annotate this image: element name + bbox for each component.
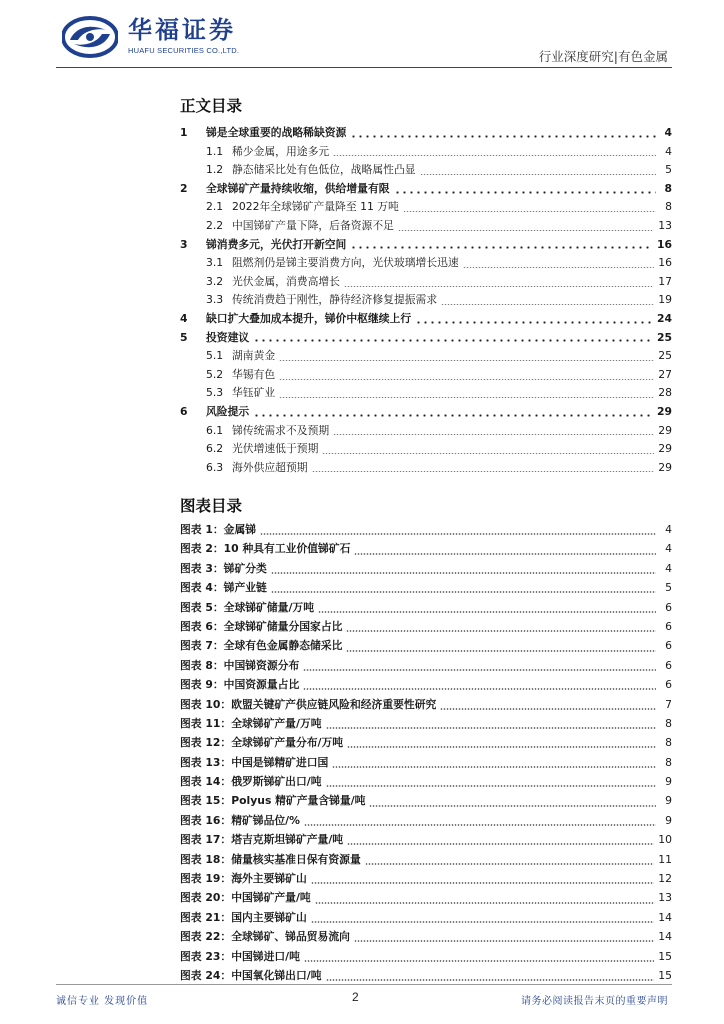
figure-entry-title: 全球有色金属静态储采比 (223, 639, 343, 653)
dot-leader (279, 360, 654, 361)
list-of-figures (180, 520, 672, 985)
figure-entry-page: 6 (665, 678, 672, 692)
figure-entry[interactable] (180, 656, 672, 675)
toc-entry-page: 25 (656, 330, 672, 344)
figure-entry[interactable] (180, 753, 672, 772)
figure-entry-page: 6 (665, 600, 672, 614)
dot-leader (311, 882, 654, 884)
figure-entry[interactable] (180, 520, 672, 539)
toc-entry[interactable] (180, 198, 672, 217)
toc-entry-page: 4 (664, 126, 672, 139)
toc-entry[interactable] (180, 180, 672, 199)
dot-leader (346, 630, 656, 632)
toc-entry-number: 3 (180, 237, 188, 251)
toc-entry-number: 2.1 (206, 200, 224, 214)
dot-leader (463, 267, 655, 268)
figure-entry-page: 13 (658, 891, 672, 905)
dot-leader (312, 471, 655, 472)
company-name-cn: 华福证券 (128, 15, 236, 44)
figure-entry[interactable] (180, 675, 672, 694)
figure-entry-title: Polyus 精矿产量含锑量/吨 (231, 794, 366, 808)
toc-entry-page: 8 (665, 200, 672, 214)
toc-entry-title: 锑消费多元，光伏打开新空间 (206, 237, 347, 251)
dot-leader (347, 843, 654, 845)
figure-entry-page: 6 (665, 658, 672, 672)
toc-entry[interactable] (180, 329, 672, 348)
figure-entry[interactable] (180, 811, 672, 830)
dot-leader (318, 611, 656, 613)
figure-entry-page: 14 (658, 930, 672, 944)
toc-entry[interactable] (180, 273, 672, 292)
figure-entry-label: 图表 10： (180, 697, 232, 711)
toc-entry[interactable] (180, 384, 672, 403)
figure-entry-title: 10 种具有工业价值锑矿石 (223, 542, 351, 556)
dot-leader (346, 650, 656, 652)
figure-entry-label: 图表 4： (180, 581, 224, 595)
toc-entry-number: 5.1 (206, 349, 224, 363)
figure-entry-page: 7 (665, 697, 672, 711)
dot-leader (279, 397, 654, 398)
toc-entry-number: 3.2 (206, 274, 224, 288)
figure-entry-title: 中国锑进口/吨 (231, 949, 300, 963)
figure-entry-title: 金属锑 (223, 523, 257, 536)
dot-leader (403, 211, 656, 212)
figure-entry-page: 5 (665, 581, 672, 595)
toc-entry-number: 1 (180, 126, 188, 139)
figure-entry-page: 4 (665, 561, 672, 575)
toc-entry[interactable] (180, 124, 672, 143)
figure-entry-page: 15 (658, 949, 672, 963)
toc-entry-title: 锑传统需求不及预期 (232, 423, 330, 437)
toc-entry-number: 1.2 (206, 163, 224, 177)
footer-slogan: 诚信专业 发现价值 (56, 996, 149, 1007)
toc-entry[interactable] (180, 236, 672, 255)
toc-entry-number: 1.1 (206, 144, 224, 158)
toc-entry-number: 6.1 (206, 423, 224, 437)
toc-entry[interactable] (180, 291, 672, 310)
figure-entry-label: 图表 9： (180, 678, 224, 692)
figures-title: 图表目录 (180, 497, 243, 515)
figure-entry-label: 图表 17： (180, 833, 232, 847)
page-header (0, 0, 724, 75)
toc-entry-title: 锑是全球重要的战略稀缺资源 (206, 126, 347, 139)
figure-entry-page: 8 (665, 736, 672, 750)
dot-leader (344, 286, 654, 287)
dot-leader (332, 766, 656, 768)
figure-entry[interactable] (180, 559, 672, 578)
figure-entry-title: 储量核实基准日保有资源量 (231, 852, 361, 866)
figure-entry-page: 4 (665, 523, 672, 536)
figure-entry-page: 9 (665, 775, 672, 789)
toc-entry-title: 华钰矿业 (232, 386, 276, 400)
figure-entry-title: 全球锑矿储量分国家占比 (223, 619, 343, 633)
figure-entry-label: 图表 11： (180, 716, 232, 730)
figure-entry[interactable] (180, 927, 672, 946)
figure-entry-title: 俄罗斯锑矿出口/吨 (231, 775, 322, 789)
figure-entry-label: 图表 3： (180, 561, 224, 575)
toc-entry-number: 2 (180, 181, 188, 195)
dot-leader (304, 824, 656, 826)
figure-entry-label: 图表 16： (180, 813, 232, 827)
figure-entry-label: 图表 7： (180, 639, 224, 653)
figure-entry-title: 中国资源量占比 (223, 678, 300, 692)
figure-entry-page: 9 (665, 813, 672, 827)
dot-leader (271, 572, 656, 574)
figure-entry-page: 4 (665, 542, 672, 556)
huafu-logo-icon (62, 16, 118, 58)
header-divider (56, 67, 672, 68)
figure-entry-title: 全球锑矿产量分布/万吨 (231, 736, 344, 750)
dot-leader (253, 339, 653, 342)
toc-entry-title: 光伏金属，消费高增长 (232, 274, 340, 288)
toc-entry-page: 29 (658, 423, 672, 437)
figure-entry-page: 10 (658, 833, 672, 847)
dot-leader (369, 805, 656, 807)
dot-leader (354, 940, 654, 942)
toc-entry-number: 6 (180, 404, 188, 418)
toc-entry-page: 28 (658, 386, 672, 400)
figure-entry-title: 欧盟关键矿产供应链风险和经济重要性研究 (231, 697, 437, 711)
figure-entry-title: 中国锑矿产量/吨 (231, 891, 311, 905)
toc-entry[interactable] (180, 403, 672, 422)
toc-entry-number: 4 (180, 311, 188, 325)
figure-entry-label: 图表 20： (180, 891, 232, 905)
toc-entry-page: 27 (658, 367, 672, 381)
figure-entry[interactable] (180, 539, 672, 558)
figure-entry[interactable] (180, 869, 672, 888)
toc-entry-title: 风险提示 (206, 404, 250, 418)
figure-entry-page: 8 (665, 716, 672, 730)
figure-entry-label: 图表 12： (180, 736, 232, 750)
footer-divider (56, 984, 672, 985)
figure-entry-page: 14 (658, 910, 672, 924)
toc-entry-title: 全球锑矿产量持续收缩，供给增量有限 (206, 181, 390, 195)
figure-entry[interactable] (180, 733, 672, 752)
dot-leader (441, 304, 654, 305)
figure-entry[interactable] (180, 850, 672, 869)
toc-entry-number: 3.3 (206, 293, 224, 307)
figure-entry[interactable] (180, 636, 672, 655)
toc-entry-page: 29 (656, 404, 672, 418)
figure-entry-label: 图表 19： (180, 872, 232, 886)
figure-entry-label: 图表 1： (180, 523, 224, 536)
toc-entry-title: 静态储采比处有色低位，战略属性凸显 (232, 163, 416, 177)
figure-entry-title: 全球锑矿、锑品贸易流向 (231, 930, 350, 944)
dot-leader (253, 414, 653, 417)
dot-leader (279, 379, 654, 380)
dot-leader (311, 921, 654, 923)
toc-entry[interactable] (180, 459, 672, 478)
figure-entry[interactable] (180, 791, 672, 810)
dot-leader (303, 688, 656, 690)
figure-entry[interactable] (180, 966, 672, 985)
toc-entry[interactable] (180, 422, 672, 441)
figure-entry-label: 图表 21： (180, 910, 232, 924)
dot-leader (347, 746, 656, 748)
figure-entry[interactable] (180, 908, 672, 927)
dot-leader (354, 553, 656, 555)
toc-entry-title: 湖南黄金 (232, 349, 276, 363)
dot-leader (350, 135, 656, 138)
dot-leader (315, 902, 655, 904)
dot-leader (260, 533, 656, 535)
toc-entry-page: 17 (658, 274, 672, 288)
page-number: 2 (352, 990, 359, 1004)
figure-entry-title: 塔吉克斯坦锑矿产量/吨 (231, 833, 344, 847)
toc-entry-page: 4 (665, 144, 672, 158)
toc-entry-title: 华锡有色 (232, 367, 276, 381)
toc-entry[interactable] (180, 347, 672, 366)
figure-entry[interactable] (180, 578, 672, 597)
figure-entry[interactable] (180, 772, 672, 791)
toc-entry-page: 16 (656, 237, 672, 251)
figure-entry-page: 8 (665, 755, 672, 769)
toc-entry-title: 阻燃剂仍是锑主要消费方向，光伏玻璃增长迅速 (232, 256, 459, 270)
company-name-en: HUAFU SECURITIES CO.,LTD. (128, 46, 240, 55)
toc-entry-page: 16 (658, 256, 672, 270)
toc-entry-number: 3.1 (206, 256, 224, 270)
figure-entry-title: 中国是锑精矿进口国 (231, 755, 329, 769)
toc-entry-number: 6.3 (206, 460, 224, 474)
figure-entry-label: 图表 15： (180, 794, 232, 808)
toc-entry-number: 5.3 (206, 386, 224, 400)
figure-entry-title: 中国氧化锑出口/吨 (231, 968, 322, 982)
toc-entry-number: 5 (180, 330, 188, 344)
dot-leader (333, 155, 656, 156)
toc-entry-page: 29 (658, 442, 672, 456)
figure-entry[interactable] (180, 714, 672, 733)
toc-entry[interactable] (180, 161, 672, 180)
figure-entry[interactable] (180, 888, 672, 907)
figure-entry-label: 图表 2： (180, 542, 224, 556)
figure-entry-title: 中国锑资源分布 (223, 658, 300, 672)
dot-leader (271, 591, 656, 593)
dot-leader (303, 669, 656, 671)
figure-entry-title: 海外主要锑矿山 (231, 872, 307, 886)
dot-leader (322, 453, 654, 454)
toc-entry-page: 5 (665, 163, 672, 177)
toc-entry-number: 2.2 (206, 218, 224, 232)
figure-entry-page: 12 (658, 872, 672, 886)
toc-entry[interactable] (180, 440, 672, 459)
dot-leader (440, 708, 656, 710)
toc-entry-page: 13 (658, 218, 672, 232)
toc-entry-title: 稀少金属，用途多元 (232, 144, 330, 158)
figure-entry[interactable] (180, 695, 672, 714)
toc-entry[interactable] (180, 217, 672, 236)
figure-entry-title: 锑矿分类 (223, 561, 267, 575)
figure-entry[interactable] (180, 598, 672, 617)
figure-entry-label: 图表 6： (180, 619, 224, 633)
figure-entry[interactable] (180, 830, 672, 849)
dot-leader (420, 174, 656, 175)
dot-leader (398, 230, 654, 231)
figure-entry-page: 6 (665, 619, 672, 633)
figure-entry-label: 图表 24： (180, 968, 232, 982)
toc-entry-page: 24 (656, 311, 672, 325)
figure-entry-label: 图表 5： (180, 600, 224, 614)
toc-entry-page: 25 (658, 349, 672, 363)
toc-entry-title: 传统消费趋于刚性，静待经济修复提振需求 (232, 293, 438, 307)
dot-leader (333, 434, 654, 435)
toc-entry[interactable] (180, 366, 672, 385)
figure-entry-page: 6 (665, 639, 672, 653)
figure-entry-title: 全球锑矿储量/万吨 (223, 600, 314, 614)
dot-leader (326, 979, 655, 981)
table-of-contents (180, 124, 672, 477)
dot-leader (304, 960, 654, 962)
figure-entry[interactable] (180, 947, 672, 966)
toc-entry-page: 19 (658, 293, 672, 307)
toc-entry-title: 缺口扩大叠加成本提升，锑价中枢继续上行 (206, 311, 412, 325)
footer-disclaimer: 请务必阅读报告末页的重要声明 (521, 996, 668, 1007)
dot-leader (326, 727, 656, 729)
figure-entry-title: 精矿锑品位/% (231, 813, 300, 827)
toc-entry-title: 2022年全球锑矿产量降至 11 万吨 (232, 200, 399, 214)
toc-entry-title: 中国锑矿产量下降，后备资源不足 (232, 218, 394, 232)
dot-leader (394, 191, 656, 194)
toc-title: 正文目录 (180, 97, 243, 115)
figure-entry-label: 图表 18： (180, 852, 232, 866)
figure-entry[interactable] (180, 617, 672, 636)
dot-leader (415, 321, 653, 324)
figure-entry-label: 图表 22： (180, 930, 232, 944)
toc-entry-title: 光伏增速低于预期 (232, 442, 319, 456)
figure-entry-label: 图表 23： (180, 949, 232, 963)
toc-entry-page: 8 (664, 181, 672, 195)
figure-entry-label: 图表 13： (180, 755, 232, 769)
dot-leader (326, 785, 656, 787)
figure-entry-label: 图表 8： (180, 658, 224, 672)
toc-entry-number: 5.2 (206, 367, 224, 381)
figure-entry-page: 9 (665, 794, 672, 808)
dot-leader (350, 246, 653, 249)
figure-entry-title: 锑产业链 (223, 581, 267, 595)
dot-leader (365, 863, 655, 865)
figure-entry-page: 15 (658, 968, 672, 982)
toc-entry[interactable] (180, 143, 672, 162)
figure-entry-page: 11 (658, 852, 672, 866)
figure-entry-label: 图表 14： (180, 775, 232, 789)
toc-entry-page: 29 (658, 460, 672, 474)
toc-entry-number: 6.2 (206, 442, 224, 456)
figure-entry-title: 国内主要锑矿山 (231, 910, 307, 924)
toc-entry[interactable] (180, 254, 672, 273)
figure-entry-title: 全球锑矿产量/万吨 (231, 716, 322, 730)
toc-entry-title: 海外供应超预期 (232, 460, 308, 474)
report-category: 行业深度研究|有色金属 (538, 49, 668, 64)
toc-entry[interactable] (180, 310, 672, 329)
toc-entry-title: 投资建议 (206, 330, 250, 344)
